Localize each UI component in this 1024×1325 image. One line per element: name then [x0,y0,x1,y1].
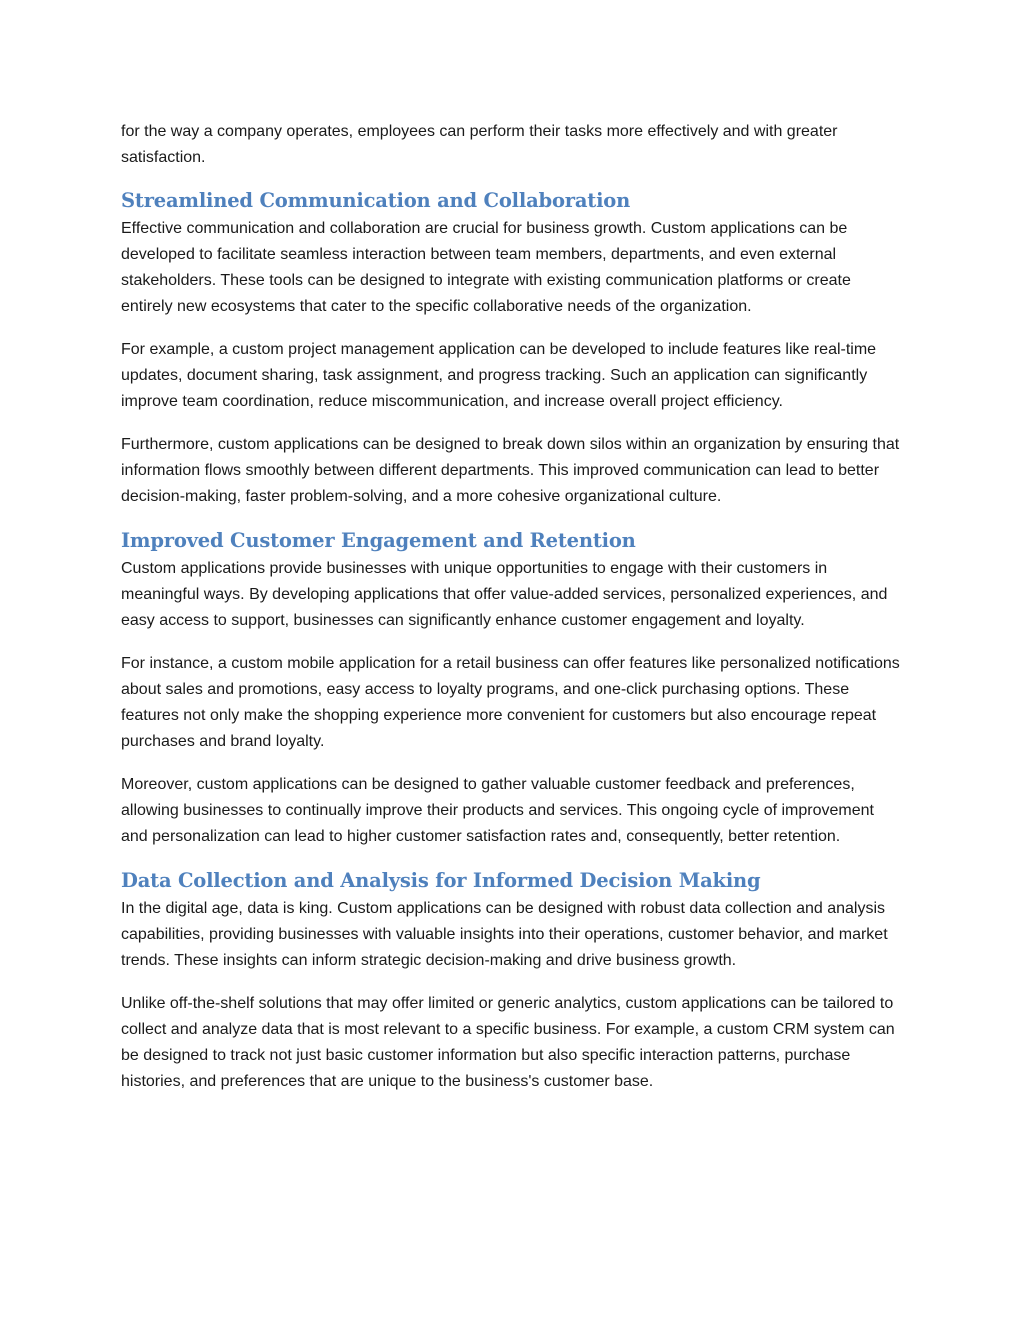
body-paragraph: Furthermore, custom applications can be designed to break down silos within an organization by ensuring that information flows smoothly between different departments. This improved communication can lead to better decision-making, faster problem-solving, and a more cohesive organizational culture. [121,436,900,505]
section-communication [121,188,903,510]
body-paragraph: In the digital age, data is king. Custom applications can be designed with robust data collection and analysis capabilities, providing businesses with valuable insights into their operations, customer behavior, and market trends. These insights can inform strategic decision-making and drive business growth. [121,900,888,969]
document-body [121,119,903,1112]
body-paragraph: Moreover, custom applications can be designed to gather valuable customer feedback and preferences, allowing businesses to continually improve their products and services. This ongoing cycle of improvement and personalization can lead to higher customer satisfaction rates and, consequently, better retention. [121,776,874,845]
section-heading: Improved Customer Engagement and Retention [121,529,636,552]
section-heading: Streamlined Communication and Collaboration [121,189,631,212]
body-paragraph: For instance, a custom mobile application for a retail business can offer features like personalized notifications about sales and promotions, easy access to loyalty programs, and one-click purchasing options. These features not only make the shopping experience more convenient for customers but also encourage repeat purchases and brand loyalty. [121,655,900,750]
body-paragraph: Custom applications provide businesses with unique opportunities to engage with their customers in meaningful ways. By developing applications that offer value-added services, personalized experiences, and easy access to support, businesses can significantly enhance customer engagement and loyalty. [121,560,888,629]
section-data-analysis [121,868,903,1095]
intro-paragraph: for the way a company operates, employees can perform their tasks more effectively and with greater satisfaction. [121,123,838,166]
body-paragraph: Effective communication and collaboration are crucial for business growth. Custom applications can be developed to facilitate seamless interaction between team members, departments, and even external stakeholders. These tools can be designed to integrate with existing communication platforms or create entirely new ecosystems that cater to the specific collaborative needs of the organization. [121,220,851,315]
section-customer-engagement [121,528,903,850]
body-paragraph: For example, a custom project management application can be developed to include features like real-time updates, document sharing, task assignment, and progress tracking. Such an application can significantly improve team coordination, reduce miscommunication, and increase overall project efficiency. [121,341,877,410]
section-heading: Data Collection and Analysis for Informed Decision Making [121,869,761,892]
body-paragraph: Unlike off-the-shelf solutions that may offer limited or generic analytics, custom applications can be tailored to collect and analyze data that is most relevant to a specific business. For example, a custom CRM system can be designed to track not just basic customer information but also specific interaction patterns, purchase histories, and preferences that are unique to the business's customer base. [121,995,895,1090]
